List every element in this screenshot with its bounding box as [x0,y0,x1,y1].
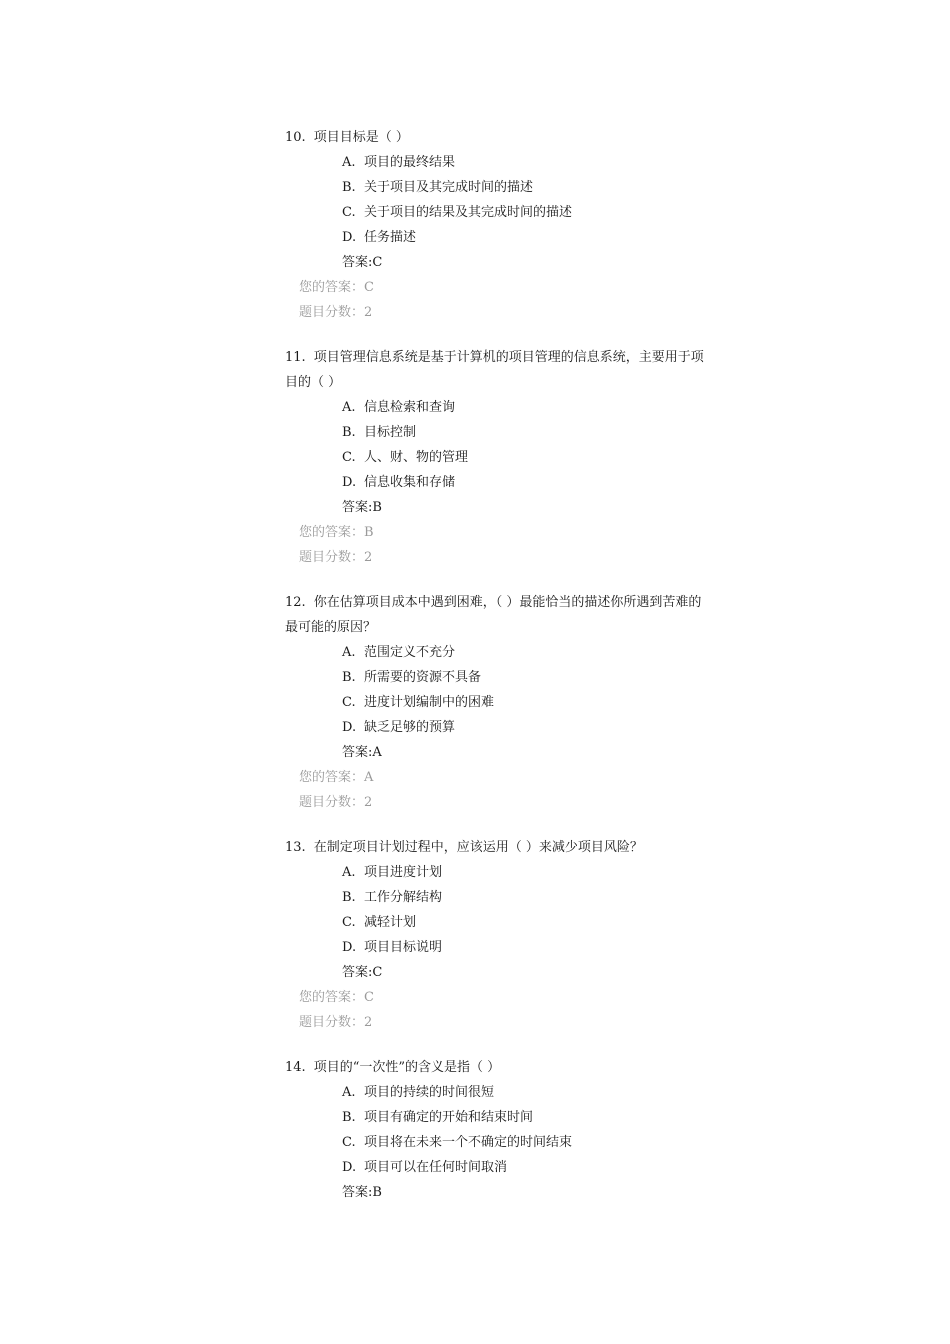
your-answer: 您的答案：C [299,990,374,1005]
option-item [342,470,705,495]
question-stem: 项目的“一次性”的含义是指（ ） [313,1060,501,1075]
correct-answer: 答案:C [342,965,383,980]
correct-answer: 答案:A [342,745,382,760]
your-answer: 您的答案：B [299,525,374,540]
option-item [342,935,705,960]
correct-answer: 答案:B [342,500,382,515]
question-number: 11. [285,350,306,365]
option-list [285,150,705,250]
option-letter: A. [342,865,356,880]
option-letter: C. [342,915,356,930]
option-text: 信息收集和存储 [364,475,456,490]
option-text: 工作分解结构 [364,890,443,905]
option-letter: C. [342,205,356,220]
option-item [342,445,705,470]
option-item [342,225,705,250]
option-item [342,1080,705,1105]
option-item [342,420,705,445]
option-letter: D. [342,940,357,955]
question-block [285,1055,705,1205]
your-answer: 您的答案：C [299,280,374,295]
option-text: 项目目标说明 [364,940,443,955]
option-letter: D. [342,230,357,245]
question-stem: 项目管理信息系统是基于计算机的项目管理的信息系统，主要用于项目的（ ） [285,350,704,390]
option-text: 关于项目及其完成时间的描述 [364,180,534,195]
option-letter: D. [342,1160,357,1175]
option-item [342,1130,705,1155]
question-number: 13. [285,840,306,855]
correct-answer: 答案:C [342,255,383,270]
option-letter: B. [342,425,356,440]
option-item [342,690,705,715]
question-score: 题目分数：2 [299,795,373,810]
question-stem: 在制定项目计划过程中，应该运用（ ）来减少项目风险？ [313,840,643,855]
option-text: 关于项目的结果及其完成时间的描述 [364,205,573,220]
question-text [285,1055,705,1080]
option-text: 项目可以在任何时间取消 [364,1160,508,1175]
question-score: 题目分数：2 [299,305,373,320]
option-letter: B. [342,670,356,685]
question-number: 14. [285,1060,306,1075]
option-item [342,885,705,910]
option-text: 项目有确定的开始和结束时间 [364,1110,534,1125]
correct-answer: 答案:B [342,1185,382,1200]
option-item [342,1155,705,1180]
option-letter: A. [342,1085,356,1100]
question-number: 10. [285,130,306,145]
option-item [342,200,705,225]
question-score: 题目分数：2 [299,550,373,565]
option-letter: C. [342,450,356,465]
option-item [342,910,705,935]
option-letter: D. [342,475,357,490]
option-letter: B. [342,890,356,905]
option-letter: A. [342,155,356,170]
option-letter: B. [342,1110,356,1125]
question-text [285,345,705,395]
option-letter: C. [342,1135,356,1150]
question-score: 题目分数：2 [299,1015,373,1030]
option-list [285,1080,705,1180]
option-text: 目标控制 [364,425,417,440]
option-text: 任务描述 [364,230,417,245]
question-stem: 项目目标是（ ） [313,130,409,145]
option-item [342,640,705,665]
option-text: 项目进度计划 [364,865,443,880]
option-letter: B. [342,180,356,195]
option-list [285,640,705,740]
option-item [342,175,705,200]
option-item [342,1105,705,1130]
question-stem: 你在估算项目成本中遇到困难，（ ）最能恰当的描述你所遇到苦难的最可能的原因？ [285,595,702,635]
option-item [342,715,705,740]
option-item [342,665,705,690]
option-list [285,395,705,495]
question-text [285,590,705,640]
option-letter: A. [342,645,356,660]
question-block [285,125,705,325]
question-list [285,125,705,1225]
option-text: 信息检索和查询 [364,400,456,415]
question-block [285,590,705,815]
option-letter: D. [342,720,357,735]
question-block [285,345,705,570]
option-item [342,395,705,420]
option-text: 所需要的资源不具备 [364,670,482,685]
option-text: 项目的最终结果 [364,155,456,170]
question-block [285,835,705,1035]
option-text: 减轻计划 [364,915,417,930]
option-text: 范围定义不充分 [364,645,456,660]
option-text: 进度计划编制中的困难 [364,695,495,710]
question-number: 12. [285,595,306,610]
option-text: 项目将在未来一个不确定的时间结束 [364,1135,573,1150]
your-answer: 您的答案：A [299,770,374,785]
option-text: 项目的持续的时间很短 [364,1085,495,1100]
option-letter: A. [342,400,356,415]
option-list [285,860,705,960]
question-text [285,835,705,860]
option-text: 缺乏足够的预算 [364,720,456,735]
option-text: 人、财、物的管理 [364,450,469,465]
option-item [342,150,705,175]
question-text [285,125,705,150]
option-item [342,860,705,885]
option-letter: C. [342,695,356,710]
